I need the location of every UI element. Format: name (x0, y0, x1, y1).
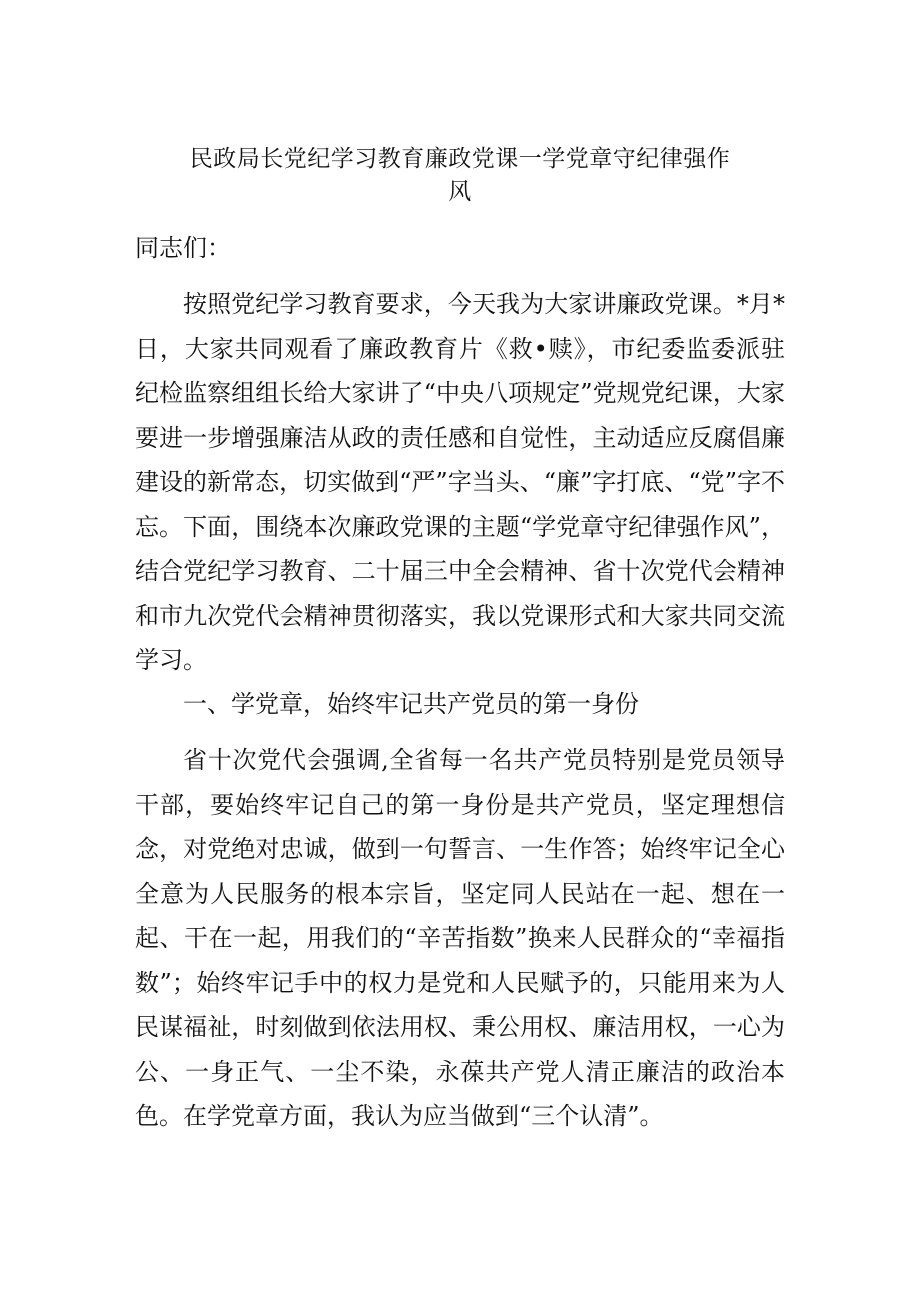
title-line-1: 民政局长党纪学习教育廉政党课一学党章守纪律强作 (189, 146, 731, 172)
paragraph-intro: 按照党纪学习教育要求，今天我为大家讲廉政党课。*月*日，大家共同观看了廉政教育片《救•赎》，市纪委监委派驻纪检监察组组长给大家讲了“中央八项规定”党规党纪课，大家要进一步增强廉洁从政的责任感和自觉性，主动适应反腐倡廉建设的新常态，切实做到“严”字当头、“廉”字打底、“党”字不忘。下面，围绕本次廉政党课的主题“学党章守纪律强作风”，结合党纪学习教育、二十届三中全会精神、省十次党代会精神和市九次党代会精神贯彻落实，我以党课形式和大家共同交流学习。 (135, 290, 785, 674)
section-heading-1: 一、学党章，始终牢记共产党员的第一身份 (183, 690, 639, 718)
title-line-2: 风 (448, 179, 472, 205)
salutation: 同志们： (135, 234, 231, 262)
document-title (140, 143, 780, 209)
paragraph-section-1: 省十次党代会强调,全省每一名共产党员特别是党员领导干部，要始终牢记自己的第一身份是共产党员，坚定理想信念，对党绝对忠诚，做到一句誓言、一生作答；始终牢记全心全意为人民服务的根本宗旨，坚定同人民站在一起、想在一起、干在一起，用我们的“辛苦指数”换来人民群众的“幸福指数”；始终牢记手中的权力是党和人民赋予的，只能用来为人民谋福祉，时刻做到依法用权、秉公用权、廉洁用权，一心为公、一身正气、一尘不染，永葆共产党人清正廉洁的政治本色。在学党章方面，我认为应当做到“三个认清”。 (135, 746, 785, 1130)
